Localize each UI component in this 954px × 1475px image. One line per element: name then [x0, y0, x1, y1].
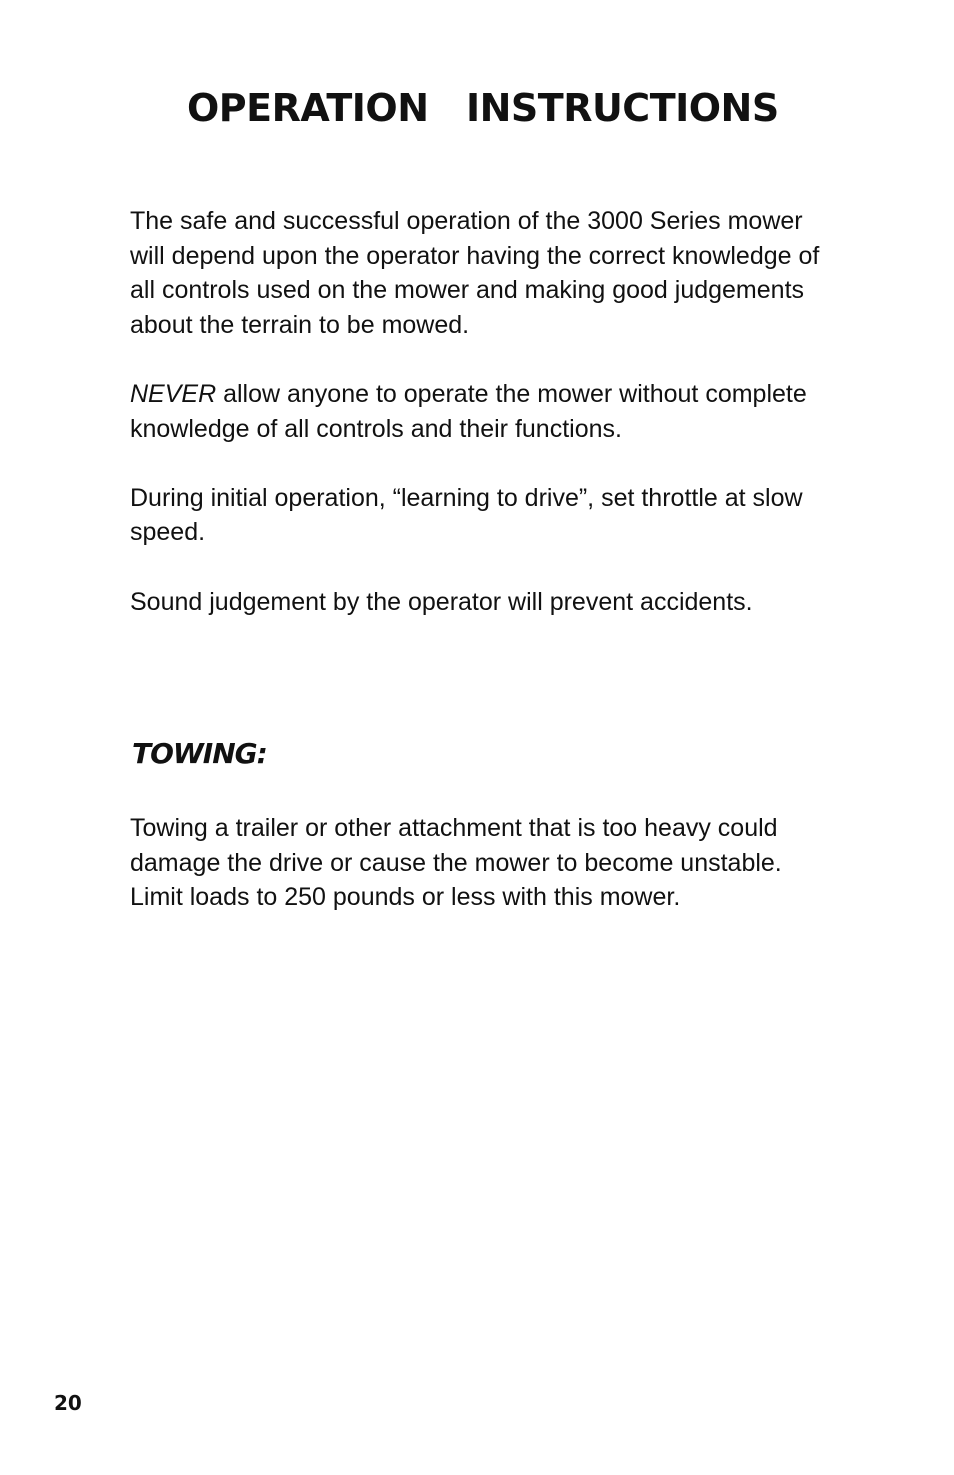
never-paragraph-text: allow anyone to operate the mower without complete knowledge of all controls and their functions. [130, 379, 807, 443]
page-title: OPERATION INSTRUCTIONS [187, 86, 779, 130]
never-paragraph [130, 377, 820, 446]
judgement-paragraph: Sound judgement by the operator will prevent accidents. [130, 587, 753, 616]
towing-paragraph: Towing a trailer or other attachment that is too heavy could damage the drive or cause the mower to become unstable. Limit loads to 250 pounds or less with this mower. [130, 814, 796, 912]
towing-body [130, 811, 820, 915]
intro-paragraph: The safe and successful operation of the 3000 Series mower will depend upon the operator having the correct knowledge of all controls used on the mower and making good judgements about the terrain to be mowed. [130, 207, 820, 339]
learning-paragraph: During initial operation, “learning to drive”, set throttle at slow speed. [130, 483, 803, 547]
towing-heading: TOWING: [132, 737, 267, 770]
never-emphasis: NEVER [130, 379, 217, 408]
page-number: 20 [54, 1391, 82, 1415]
operation-body [130, 204, 820, 619]
